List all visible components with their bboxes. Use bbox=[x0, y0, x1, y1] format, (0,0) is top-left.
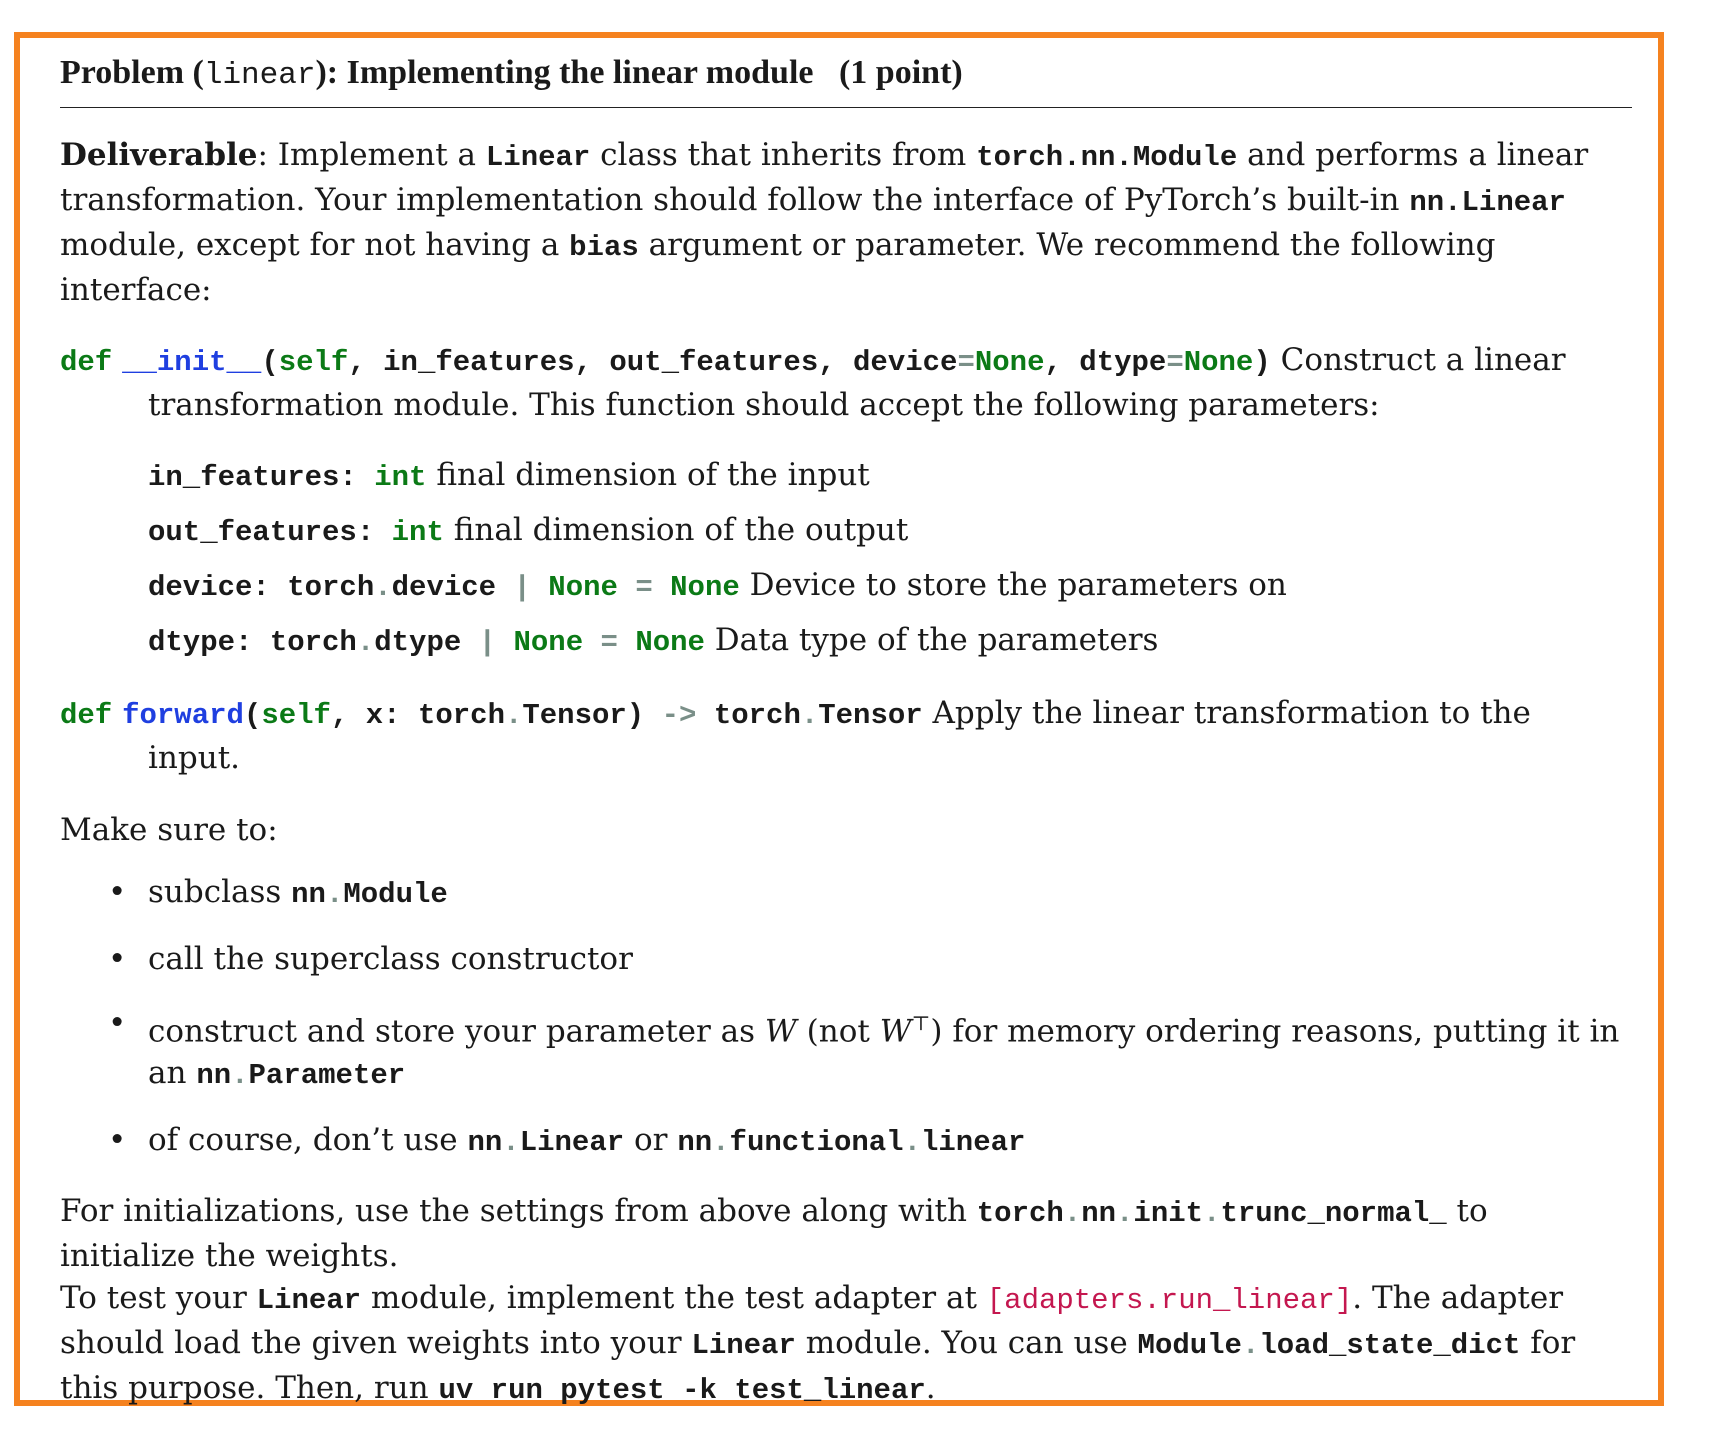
param-device: device: torch.device | None = None Device to store the parameters on bbox=[148, 567, 1287, 604]
problem-title: Problem (linear): Implementing the linear module (1 point) bbox=[60, 52, 1632, 108]
list-item: • of course, don’t use nn.Linear or nn.functional.linear bbox=[60, 1119, 1632, 1164]
list-item: • construct and store your parameter as W (not W⊤) for memory ordering reasons, putting it in an nn.Parameter bbox=[60, 1002, 1632, 1097]
requirements-list bbox=[60, 871, 1632, 1164]
make-sure-heading: Make sure to: bbox=[60, 812, 278, 848]
test-paragraph: To test your Linear module, implement the test adapter at [adapters.run_linear]. The adapter should load the given weights into your Linear module. You can use Module.load_state_dict for this purpose. Then, run uv run pytest -k test_linear. bbox=[60, 1280, 1576, 1408]
init-definition: def __init__(self, in_features, out_features, device=None, dtype=None) Construct a linear transformation module. This function should accept the following parameters: bbox=[60, 342, 1566, 423]
problem-box bbox=[14, 32, 1664, 1406]
param-dtype: dtype: torch.dtype | None = None Data type of the parameters bbox=[148, 622, 1159, 659]
initialization-paragraph: For initializations, use the settings from above along with torch.nn.init.trunc_normal_ to initialize the weights. bbox=[60, 1193, 1488, 1275]
param-out-features: out_features: int final dimension of the output bbox=[148, 512, 909, 549]
deliverable-paragraph: Deliverable: Implement a Linear class that inherits from torch.nn.Module and performs a linear transformation. Your implementation should follow the interface of PyTorch’s built-in nn.Linear module, except for not having a bias argument or parameter. We recommend the following interface: bbox=[60, 137, 1589, 308]
param-in-features: in_features: int final dimension of the input bbox=[148, 457, 870, 494]
adapter-reference-link[interactable]: [adapters.run_linear] bbox=[986, 1284, 1353, 1318]
list-item: • subclass nn.Module bbox=[60, 871, 1632, 916]
list-item: • call the superclass constructor bbox=[60, 938, 1632, 980]
init-parameter-list bbox=[60, 454, 1632, 664]
forward-definition: def forward(self, x: torch.Tensor) -> torch.Tensor Apply the linear transformation to the input. bbox=[60, 695, 1531, 776]
problem-content bbox=[60, 52, 1632, 1412]
